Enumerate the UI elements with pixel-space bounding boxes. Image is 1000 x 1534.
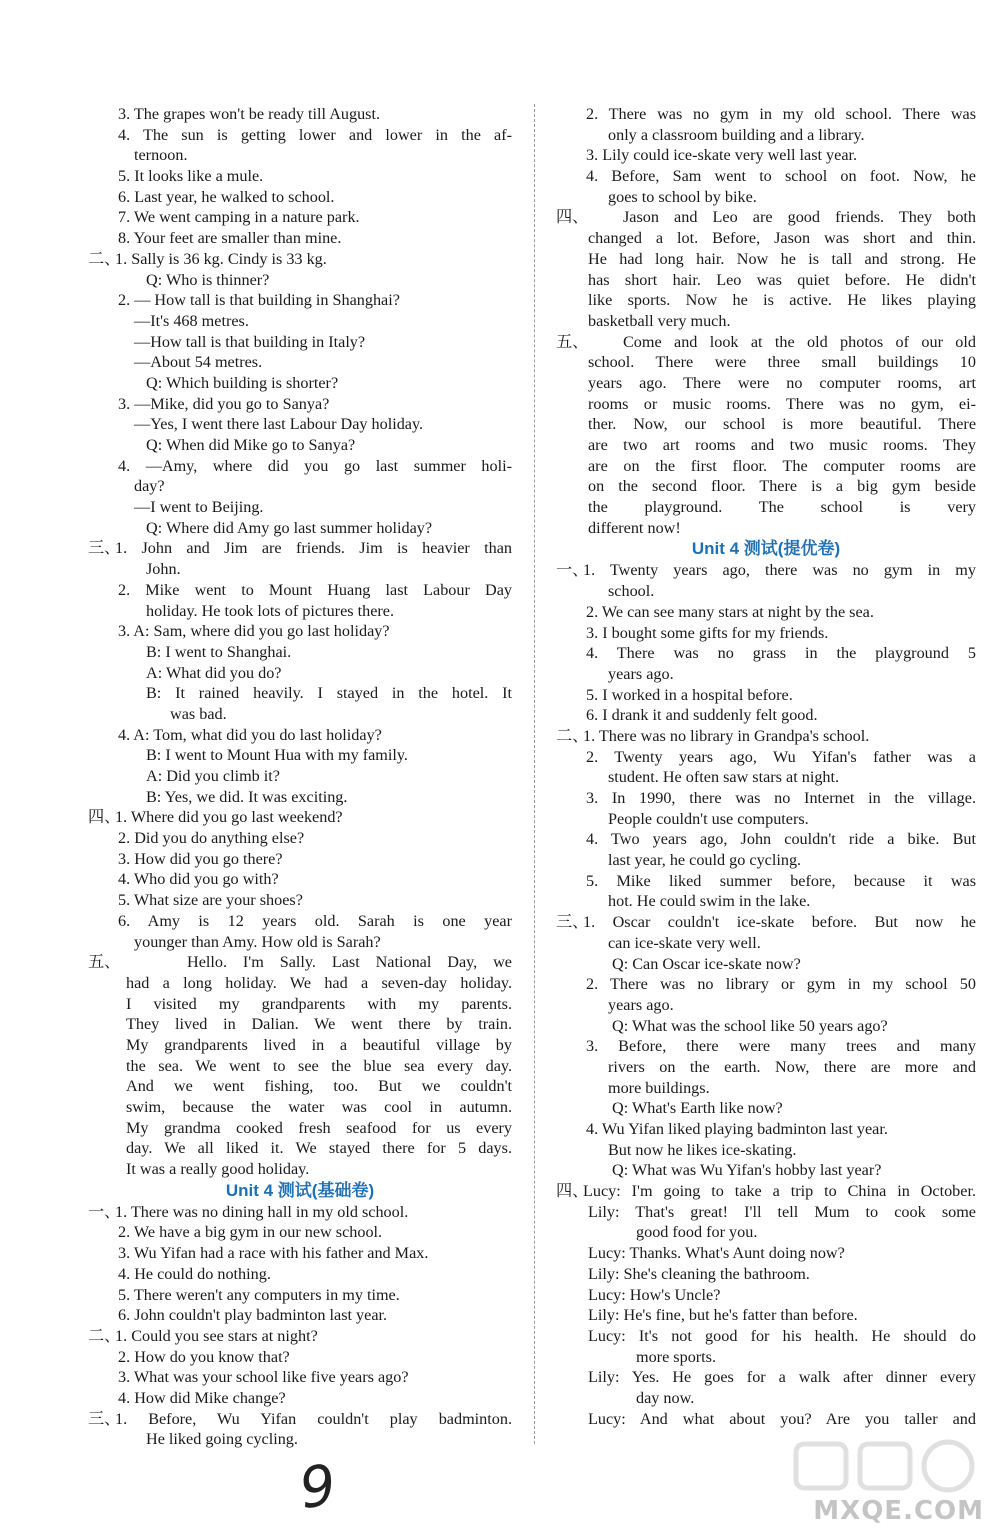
line-text: 3. The grapes won't be ready till August. [118,105,381,123]
line-text: My grandparents lived in a beautiful village by [126,1035,512,1054]
line-text: day? [134,477,165,496]
line-text: 1. There was no library in Grandpa's school. [583,726,870,745]
line-text: 3. How did you go there? [118,849,283,868]
line-text: 3. I bought some gifts for my friends. [586,623,829,642]
watermark [788,1436,988,1526]
answer-line [88,1367,512,1388]
answer-line [88,911,512,932]
line-text: 1. There was no dining hall in my old school. [115,1202,409,1221]
line-text: day now. [636,1388,695,1407]
answer-line [88,1388,512,1409]
line-text: 6. John couldn't play badminton last year. [118,1306,388,1325]
answer-line [556,1367,976,1388]
line-text: Q: When did Mike go to Sanya? [146,436,356,454]
line-text: 4. Before, Sam went to school on foot. Now, he [586,167,976,186]
line-text: 4. There was no grass in the playground 5 [586,644,976,663]
line-text: are two art rooms and two music rooms. They [588,436,976,454]
answer-line [88,1222,512,1243]
answer-line [88,394,512,415]
line-text: school. There were three small buildings 10 [588,353,976,372]
section-marker: 五、 [88,953,121,972]
answer-line [556,1409,976,1430]
answer-line [556,476,976,497]
line-text: And we went fishing, too. But we couldn't [126,1077,512,1096]
answer-line [88,497,512,518]
answer-line [88,1159,512,1180]
line-text: was bad. [170,704,227,723]
line-text: B: I went to Mount Hua with my family. [146,746,408,765]
answer-line [556,891,976,912]
answer-line [88,352,512,373]
answer-line [88,166,512,187]
answer-line [556,1222,976,1243]
answer-line [556,995,976,1016]
answer-line [556,581,976,602]
line-text: —About 54 metres. [134,353,263,372]
line-text: B: I went to Shanghai. [146,642,292,661]
line-text: Lily: That's great! I'll tell Mum to cook some [588,1202,976,1221]
line-text: 2. Twenty years ago, Wu Yifan's father was a [586,747,976,766]
line-text: 4. Two years ago, John couldn't ride a bike. But [586,830,976,849]
line-text: ther. Now, our school is more beautiful. There [588,415,976,434]
answer-line [556,685,976,706]
answer-line [556,1078,976,1099]
answer-line [88,683,512,704]
line-text: 4. Who did you go with? [118,870,279,889]
line-text: Lily: She's cleaning the bathroom. [588,1264,810,1283]
answer-line [556,643,976,664]
line-text: Q: Where did Amy go last summer holiday? [146,518,433,537]
answer-line [556,166,976,187]
answer-line [556,1202,976,1223]
answer-line [88,1118,512,1139]
line-text: 7. We went camping in a nature park. [118,208,360,227]
line-text: 1. Could you see stars at night? [115,1326,318,1345]
line-text: Q: What was the school like 50 years ago? [612,1016,888,1035]
line-text: My grandma cooked fresh seafood for us every [126,1118,512,1137]
line-text: 4. A: Tom, what did you do last holiday? [118,725,382,744]
answer-line [88,725,512,746]
section-marker: 二、 [88,249,121,268]
line-text: swim, because the water was cool in autumn. [126,1098,512,1116]
answer-line [88,663,512,684]
answer-line [88,249,512,270]
line-text: holiday. He took lots of pictures there. [146,601,394,620]
line-text: 3. What was your school like five years ago? [118,1368,409,1387]
answer-line [556,912,976,933]
answer-line [88,621,512,642]
line-text: ternoon. [134,146,188,165]
answer-line [556,560,976,581]
answer-line [556,332,976,353]
line-text: 4. How did Mike change? [118,1388,286,1407]
line-text: 1. Twenty years ago, there was no gym in my [583,561,976,580]
line-text: good food for you. [636,1223,758,1242]
answer-line [556,726,976,747]
line-text: has short hair. Leo was quiet before. He didn't [588,270,976,289]
answer-line [556,456,976,477]
answer-line [556,705,976,726]
line-text: Come and look at the old photos of our old [623,332,976,351]
section-marker: 二、 [556,726,589,745]
answer-line [88,828,512,849]
answer-line [88,1202,512,1223]
line-text: changed a lot. Before, Jason was short and thin. [588,229,976,248]
line-text: last year, he could go cycling. [608,851,802,870]
line-text: 1. Sally is 36 kg. Cindy is 33 kg. [115,249,327,268]
line-text: It was a really good holiday. [126,1160,310,1179]
line-text: Q: What was Wu Yifan's hobby last year? [612,1161,882,1180]
answer-line [88,1035,512,1056]
answer-line [88,1097,512,1118]
line-text: 3. A: Sam, where did you go last holiday? [118,622,390,641]
answer-line [88,1076,512,1097]
line-text: student. He often saw stars at night. [608,768,840,787]
answer-line [88,601,512,622]
answer-line [88,642,512,663]
answer-line [556,1016,976,1037]
right-column [556,104,976,1429]
line-text: A: Did you climb it? [146,767,280,785]
answer-line [88,704,512,725]
line-text: rivers on the earth. Now, there are more and [608,1057,976,1076]
section-marker: 一、 [556,561,589,580]
line-text: goes to school by bike. [608,187,757,206]
line-text: 6. I drank it and suddenly felt good. [586,706,818,725]
answer-line [556,1098,976,1119]
line-text: They lived in Dalian. We went there by train. [126,1015,512,1034]
answer-line [556,125,976,146]
answer-line [88,849,512,870]
answer-line [556,664,976,685]
line-text: 1. Before, Wu Yifan couldn't play badminton. [115,1409,512,1428]
answer-line [556,974,976,995]
line-text: the playground. The school is very [588,498,976,517]
line-text: more sports. [636,1347,717,1366]
answer-line [556,352,976,373]
answer-line [556,1388,976,1409]
line-text: are on the first floor. The computer rooms are [588,456,976,475]
line-text: Q: Which building is shorter? [146,373,339,392]
line-text: 8. Your feet are smaller than mine. [118,229,342,248]
line-text: 4. He could do nothing. [118,1264,271,1283]
answer-line [556,414,976,435]
line-text: more buildings. [608,1078,710,1097]
line-text: years ago. [608,664,674,683]
answer-line [88,1326,512,1347]
line-text: 5. It looks like a mule. [118,167,264,186]
answer-line [88,1243,512,1264]
answer-line [88,1409,512,1430]
line-text: 2. Did you do anything else? [118,829,305,848]
answer-line [556,1285,976,1306]
answer-line [88,952,512,973]
line-text: had a long holiday. We had a seven-day holiday. [126,973,512,992]
line-text: years ago. There were no computer rooms, art [588,373,976,392]
line-text: 2. There was no gym in my old school. There was [586,105,976,123]
answer-line [556,1326,976,1347]
answer-line [556,767,976,788]
line-text: Lily: He's fine, but he's fatter than before. [588,1306,858,1325]
answer-line [556,1057,976,1078]
line-text: on the second floor. There is a big gym beside [588,477,976,496]
line-text: like sports. Now he is active. He likes playing [588,291,976,310]
answer-line [556,850,976,871]
line-text: rooms or music rooms. There was no gym, ei- [588,394,976,413]
answer-line [88,932,512,953]
line-text: Q: Who is thinner? [146,270,270,289]
line-text: 3. Wu Yifan had a race with his father and Max. [118,1244,429,1263]
answer-line [556,373,976,394]
answer-line [556,788,976,809]
answer-line [88,290,512,311]
answer-line [556,1181,976,1202]
answer-line [556,871,976,892]
line-text: —It's 468 metres. [134,311,249,330]
line-text: —How tall is that building in Italy? [134,332,366,351]
line-text: 2. We can see many stars at night by the sea. [586,602,874,621]
answer-line [88,559,512,580]
line-text: basketball very much. [588,311,731,330]
answer-line [88,869,512,890]
line-text: hot. He could swim in the lake. [608,892,811,911]
answer-line [88,994,512,1015]
line-text: Q: What's Earth like now? [612,1099,783,1118]
answer-line [88,1285,512,1306]
line-text: 3. Before, there were many trees and many [586,1037,976,1056]
section-heading: Unit 4 测试(提优卷) [691,539,841,559]
answer-line [556,228,976,249]
line-text: 5. There weren't any computers in my time. [118,1285,400,1304]
answer-line [88,228,512,249]
section-marker: 四、 [556,208,589,227]
answer-line [88,745,512,766]
answer-line [556,311,976,332]
answer-line [88,1056,512,1077]
line-text: 3. In 1990, there was no Internet in the village. [586,789,976,807]
answer-line [88,207,512,228]
line-text: Jason and Leo are good friends. They both [623,208,976,227]
answer-line [88,145,512,166]
line-text: younger than Amy. How old is Sarah? [134,932,381,951]
answer-line [88,1429,512,1450]
answer-line [88,125,512,146]
answer-line [88,332,512,353]
answer-line [556,394,976,415]
line-text: Lucy: And what about you? Are you taller and [588,1409,976,1428]
section-marker: 一、 [88,1202,121,1221]
section-marker: 四、 [556,1182,589,1201]
line-text: —Yes, I went there last Labour Day holiday. [134,415,424,434]
left-column [88,104,512,1450]
line-text: He liked going cycling. [146,1430,298,1449]
section-marker: 三、 [88,539,121,558]
answer-line [88,538,512,559]
line-text: day. We all liked it. We stayed there for 5 days. [126,1139,512,1158]
line-text: 3. —Mike, did you go to Sanya? [118,394,330,413]
answer-line [556,145,976,166]
answer-line [556,1160,976,1181]
section-heading: Unit 4 测试(基础卷) [225,1180,375,1200]
line-text: Lucy: How's Uncle? [588,1285,721,1304]
line-text: 1. Oscar couldn't ice-skate before. But now he [583,913,976,932]
answer-line [556,954,976,975]
answer-line [556,518,976,539]
line-text: 6. Last year, he walked to school. [118,187,335,206]
answer-line [556,497,976,518]
answer-line [88,518,512,539]
line-text: Hello. I'm Sally. Last National Day, we [187,953,512,972]
answer-line [556,290,976,311]
line-text: the sea. We went to see the blue sea every day. [126,1056,512,1075]
line-text: 3. Lily could ice-skate very well last year. [586,146,858,165]
answer-line [556,1119,976,1140]
answer-line [556,1036,976,1057]
line-text: Lily: Yes. He goes for a walk after dinner every [588,1368,976,1387]
line-text: different now! [588,518,681,537]
line-text: He had long hair. Now he is tall and strong. He [588,249,976,268]
line-text: John. [146,560,181,579]
answer-line [88,1138,512,1159]
answer-line [88,456,512,477]
line-text: 1. Where did you go last weekend? [115,808,343,827]
line-text: Q: Can Oscar ice-skate now? [612,954,801,973]
line-text: can ice-skate very well. [608,933,761,952]
line-text: B: Yes, we did. It was exciting. [146,787,348,806]
answer-line [556,1264,976,1285]
section-marker: 三、 [556,913,589,932]
page-number: 9 [295,1452,340,1523]
line-text: A: What did you do? [146,663,282,682]
answer-line [88,187,512,208]
line-text: 5. What size are your shoes? [118,891,303,910]
answer-line [88,1014,512,1035]
line-text: B: It rained heavily. I stayed in the hotel. It [146,684,512,703]
answer-line [556,187,976,208]
section-marker: 五、 [556,332,589,351]
answer-line [88,580,512,601]
line-text: 1. John and Jim are friends. Jim is heavier than [115,539,512,558]
line-text: 2. We have a big gym in our new school. [118,1223,383,1242]
answer-line [556,623,976,644]
line-text: years ago. [608,995,674,1014]
answer-line [88,373,512,394]
line-text: 4. Wu Yifan liked playing badminton last year. [586,1120,888,1138]
answer-line [88,104,512,125]
line-text: 2. How do you know that? [118,1347,290,1366]
line-text: Lucy: I'm going to take a trip to China in October. [583,1182,976,1201]
line-text: 6. Amy is 12 years old. Sarah is one year [118,911,512,930]
answer-line [88,414,512,435]
answer-line [556,270,976,291]
answer-line [556,1243,976,1264]
answer-line [556,104,976,125]
answer-line [556,933,976,954]
answer-line [88,270,512,291]
answer-line [556,809,976,830]
answer-line [88,807,512,828]
section-marker: 三、 [88,1409,121,1428]
answer-line [88,787,512,808]
line-text: 5. I worked in a hospital before. [586,685,793,704]
line-text: 2. There was no library or gym in my school 50 [586,975,976,994]
line-text: People couldn't use computers. [608,809,809,828]
answer-line [88,311,512,332]
answer-line [556,747,976,768]
line-text: I visited my grandparents with my parents. [126,994,512,1013]
answer-line [88,890,512,911]
line-text: —I went to Beijing. [134,498,264,517]
answer-line [556,1305,976,1326]
line-text: 4. —Amy, where did you go last summer holi- [118,456,512,475]
line-text: 2. — How tall is that building in Shanghai? [118,291,400,310]
answer-line [88,1347,512,1368]
answer-line [88,476,512,497]
answer-line [556,207,976,228]
answer-line [88,973,512,994]
watermark-url: MXQE.COM [813,1496,984,1526]
line-text: Lucy: It's not good for his health. He should do [588,1326,976,1345]
line-text: school. [608,582,655,601]
column-divider [534,104,535,1444]
answer-line [556,249,976,270]
line-text: Lucy: Thanks. What's Aunt doing now? [588,1244,845,1263]
answer-line [88,435,512,456]
answer-line [556,602,976,623]
answer-line [556,829,976,850]
answer-line [88,1305,512,1326]
answer-line [88,1264,512,1285]
watermark-logo [788,1436,988,1496]
line-text: 5. Mike liked summer before, because it was [586,871,976,890]
answer-line [556,435,976,456]
answer-line [88,766,512,787]
answer-line [556,1347,976,1368]
line-text: only a classroom building and a library. [608,125,865,144]
section-marker: 四、 [88,808,121,827]
line-text: But now he likes ice-skating. [608,1140,797,1159]
line-text: 4. The sun is getting lower and lower in the af- [118,125,512,144]
line-text: 2. Mike went to Mount Huang last Labour Day [118,580,512,599]
section-marker: 二、 [88,1326,121,1345]
answer-line [556,1140,976,1161]
